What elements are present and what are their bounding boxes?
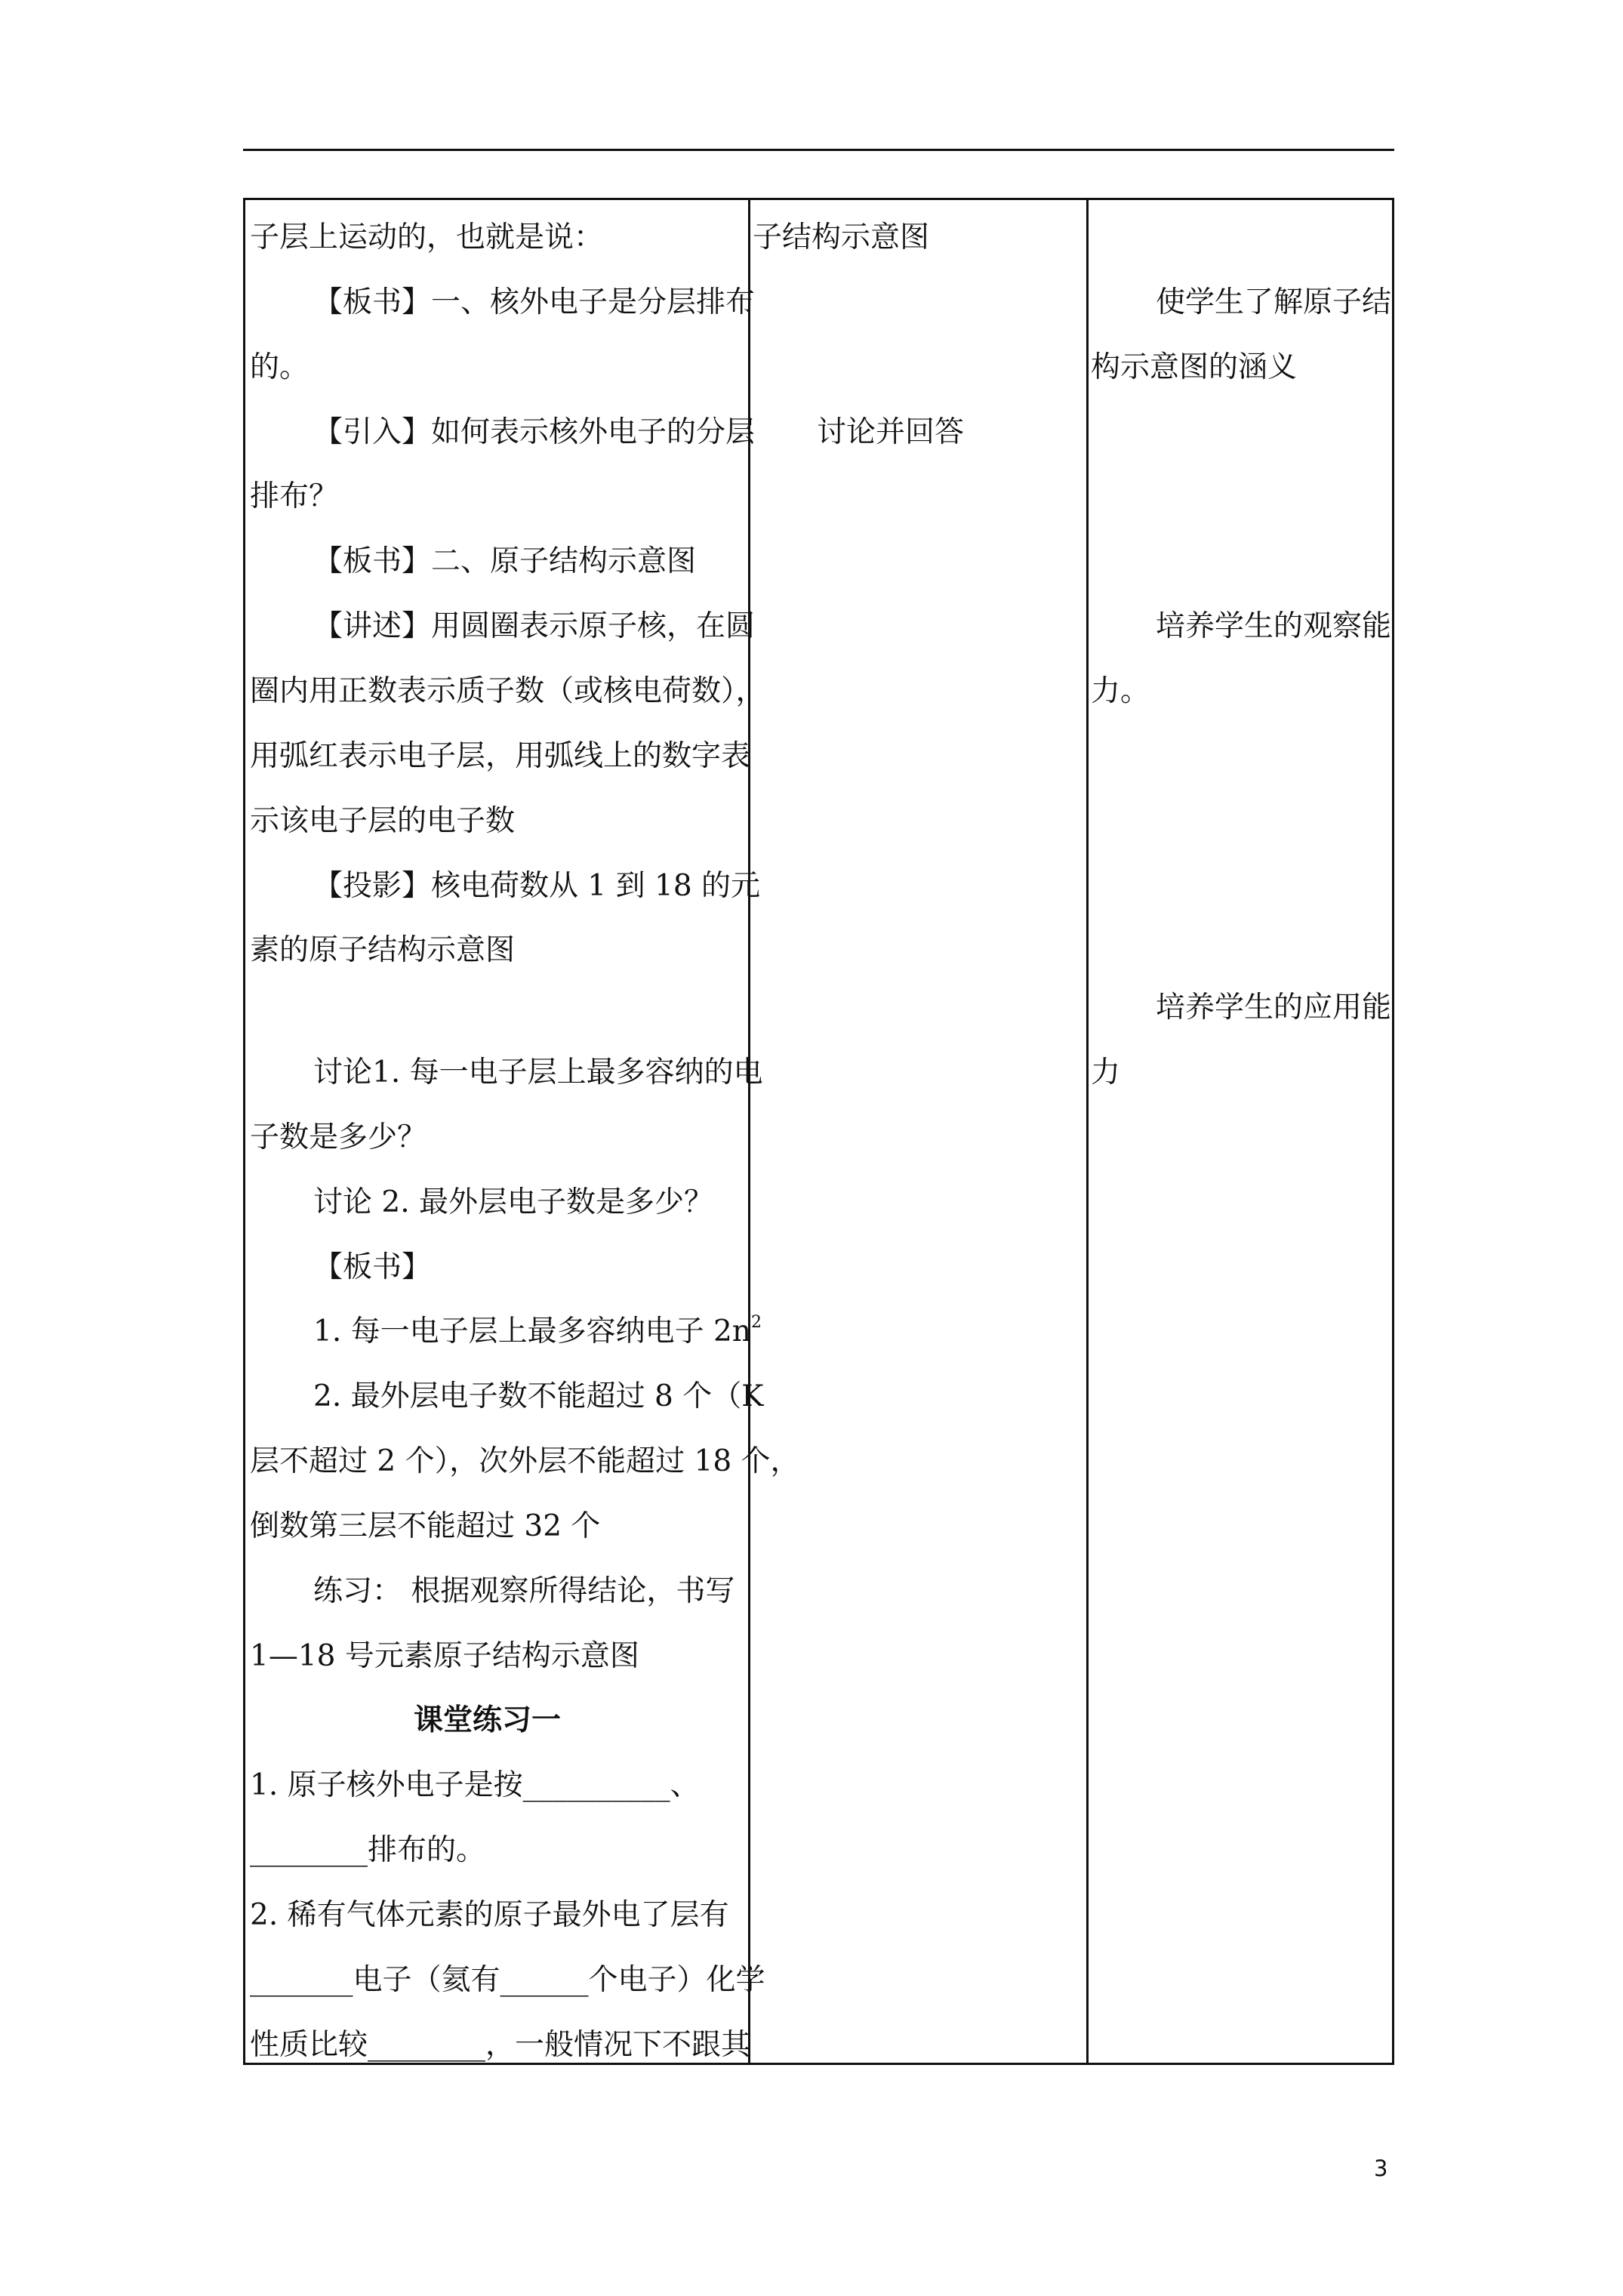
purpose-line: 使学生了解原子结 bbox=[1156, 285, 1392, 319]
teacher-line: 素的原子结构示意图 bbox=[250, 933, 516, 967]
teacher-line: 【讲述】用圆圈表示原子核，在圆 bbox=[313, 609, 756, 643]
teacher-line: 【板书】二、原子结构示意图 bbox=[313, 544, 697, 578]
teacher-line: 练习： 根据观察所得结论，书写 bbox=[313, 1574, 735, 1608]
exercise-heading: 课堂练习一 bbox=[414, 1703, 562, 1737]
teacher-line: 【板书】 bbox=[313, 1250, 432, 1284]
teacher-line: 子数是多少？ bbox=[250, 1120, 427, 1154]
purpose-line: 力。 bbox=[1091, 674, 1150, 708]
teacher-line: 【引入】如何表示核外电子的分层 bbox=[313, 415, 756, 449]
exercise-line: 1. 原子核外电子是按__________、 bbox=[250, 1768, 700, 1802]
student-line: 子结构示意图 bbox=[753, 220, 930, 254]
exercise-line: ________排布的。 bbox=[250, 1833, 486, 1867]
page-number: 3 bbox=[1374, 2156, 1388, 2181]
teacher-line: 示该电子层的电子数 bbox=[250, 804, 516, 838]
lesson-table bbox=[243, 198, 1394, 2065]
teacher-line: 1—18 号元素原子结构示意图 bbox=[250, 1639, 639, 1673]
exercise-line: 性质比较________，一般情况下不跟其 bbox=[250, 2028, 751, 2062]
teacher-line: 讨论 2. 最外层电子数是多少？ bbox=[313, 1185, 714, 1219]
exercise-line: 2. 稀有气体元素的原子最外电了层有 bbox=[250, 1898, 729, 1932]
teacher-line: 【板书】一、核外电子是分层排布 bbox=[313, 285, 756, 319]
teacher-line: 层不超过 2 个），次外层不能超过 18 个， bbox=[250, 1444, 800, 1478]
teacher-line: 的。 bbox=[250, 350, 310, 384]
teacher-line bbox=[313, 1313, 762, 1348]
teacher-line: 2. 最外层电子数不能超过 8 个（K bbox=[313, 1379, 764, 1413]
teacher-line: 讨论1. 每一电子层上最多容纳的电 bbox=[313, 1056, 763, 1089]
teacher-line: 子层上运动的，也就是说： bbox=[250, 220, 604, 254]
teacher-line-text: 1. 每一电子层上最多容纳电子 2n bbox=[313, 1314, 751, 1348]
teacher-line: 倒数第三层不能超过 32 个 bbox=[250, 1509, 601, 1543]
column-divider bbox=[748, 200, 750, 2063]
teacher-line: 圈内用正数表示质子数（或核电荷数）， bbox=[250, 674, 765, 708]
purpose-line: 力 bbox=[1091, 1056, 1121, 1089]
teacher-line: 【投影】核电荷数从 1 到 18 的元 bbox=[313, 869, 761, 903]
purpose-line: 培养学生的应用能 bbox=[1156, 991, 1392, 1025]
column-divider bbox=[1086, 200, 1089, 2063]
superscript-exponent: 2 bbox=[750, 1313, 762, 1332]
purpose-line: 培养学生的观察能 bbox=[1156, 609, 1392, 643]
exercise-line: _______电子（氦有______个电子）化学 bbox=[250, 1963, 765, 1997]
teacher-line: 排布？ bbox=[250, 479, 339, 513]
purpose-line: 构示意图的涵义 bbox=[1091, 350, 1298, 384]
teacher-line: 用弧红表示电子层，用弧线上的数字表 bbox=[250, 739, 751, 773]
header-rule bbox=[243, 149, 1394, 151]
student-line: 讨论并回答 bbox=[817, 415, 965, 449]
